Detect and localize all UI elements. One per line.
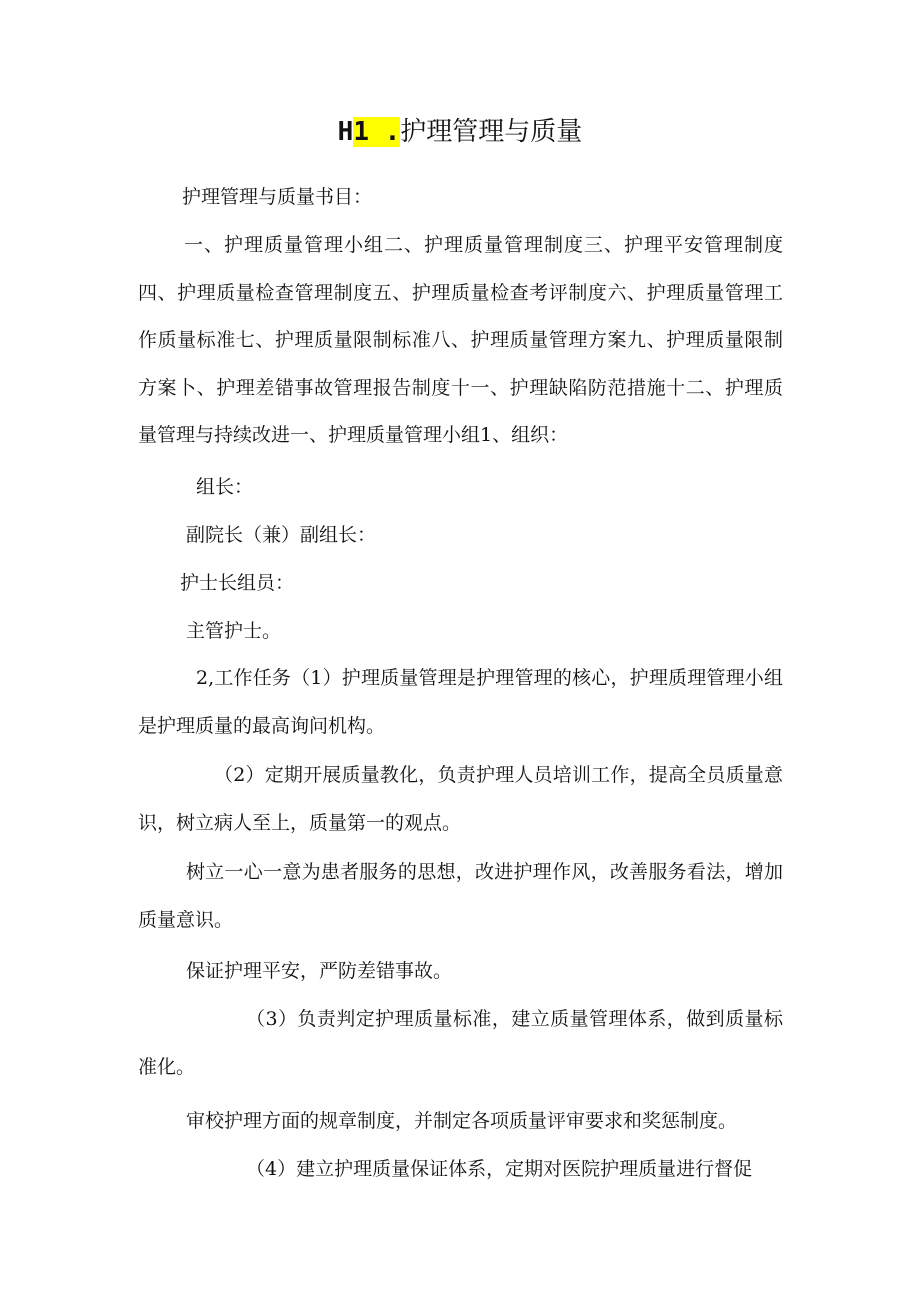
task-3-paragraph: （3）负责判定护理质量标准，建立质量管理体系，做到质量标准化。 (138, 1008, 783, 1078)
toc-heading: 护理管理与质量书目： (182, 186, 373, 208)
task-1-paragraph: 2,工作任务（1）护理质量管理是护理管理的核心，护理质理管理小组是护理质量的最高询问机构。 (138, 667, 783, 737)
members-line: 护士长组员： (180, 572, 295, 594)
leader-line: 组长： (196, 476, 254, 498)
deputy-line: 副院长（兼）副组长： (186, 524, 377, 546)
task-2-paragraph: （2）定期开展质量教化，负责护理人员培训工作，提高全员质量意识，树立病人至上，质量第一的观点。 (138, 764, 783, 834)
title-number-prefix: H (337, 117, 354, 147)
title-number-highlight: 1 . (353, 117, 401, 147)
task-4-line: （4）建立护理质量保证体系，定期对医院护理质量进行督促 (246, 1158, 753, 1180)
task-2b-paragraph: 树立一心一意为患者服务的思想，改进护理作风，改善服务看法，增加质量意识。 (138, 861, 783, 931)
task-2c-line: 保证护理平安，严防差错事故。 (186, 960, 453, 982)
task-3b-line: 审校护理方面的规章制度，并制定各项质量评审要求和奖惩制度。 (186, 1110, 738, 1132)
document-title (0, 112, 920, 152)
title-text: 护理管理与质量 (400, 117, 583, 147)
supervisor-line: 主管护士。 (186, 620, 282, 642)
toc-body-paragraph: 一、护理质量管理小组二、护理质量管理制度三、护理平安管理制度四、护理质量检查管理制度五、护理质量检查考评制度六、护理质量管理工作质量标准七、护理质量限制标准八、护理质量管理方案九、护理质量限制方案卜、护理差错事故管理报告制度十一、护理缺陷防范措施十二、护理质量管理与持续改进一、护理质量管理小组1、组织： (138, 234, 783, 446)
